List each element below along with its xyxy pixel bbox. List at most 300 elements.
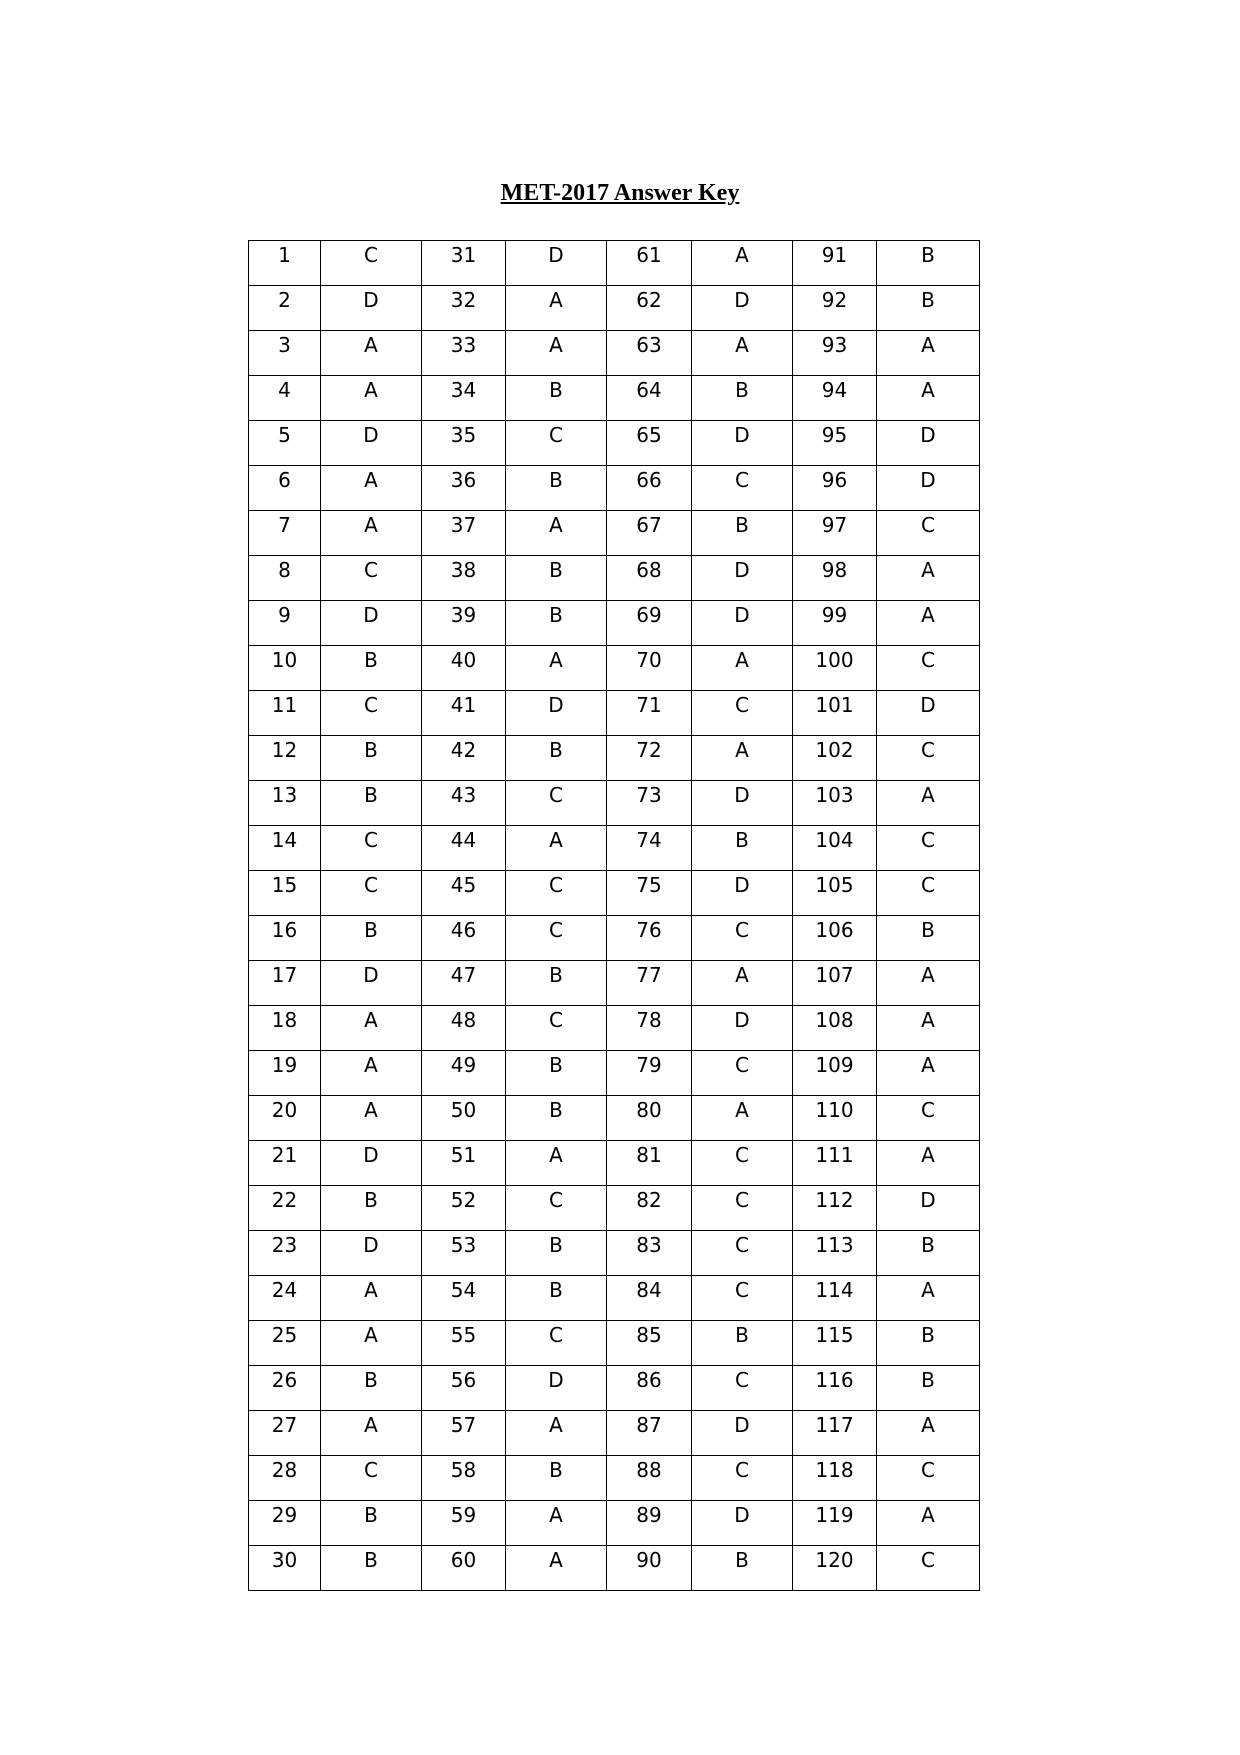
answer-letter: C	[549, 783, 563, 807]
question-number-cell	[607, 1321, 692, 1366]
table-row	[249, 286, 980, 331]
answer-cell	[506, 1141, 607, 1186]
question-number-cell	[422, 1456, 506, 1501]
question-number-cell	[607, 781, 692, 826]
question-number: 30	[271, 1548, 298, 1572]
answer-letter: A	[921, 1008, 935, 1032]
answer-letter: A	[549, 1548, 563, 1572]
answer-letter: B	[364, 918, 378, 942]
question-number-cell	[793, 1501, 877, 1546]
question-number: 58	[450, 1458, 477, 1482]
answer-letter: D	[363, 603, 379, 627]
answer-letter: B	[549, 468, 563, 492]
answer-letter: C	[921, 873, 935, 897]
answer-cell	[692, 781, 793, 826]
answer-letter: C	[549, 1188, 563, 1212]
answer-cell	[506, 1186, 607, 1231]
answer-cell	[321, 961, 422, 1006]
table-row	[249, 1141, 980, 1186]
answer-letter: B	[921, 1368, 935, 1392]
question-number: 77	[636, 963, 662, 987]
answer-letter: B	[364, 783, 378, 807]
question-number: 41	[450, 693, 477, 717]
question-number-cell	[607, 556, 692, 601]
question-number-cell	[422, 1321, 506, 1366]
question-number: 42	[450, 738, 477, 762]
question-number-cell	[422, 736, 506, 781]
question-number-cell	[422, 1546, 506, 1591]
answer-cell	[692, 241, 793, 286]
question-number: 60	[450, 1548, 477, 1572]
answer-letter: B	[735, 378, 749, 402]
answer-cell	[877, 1501, 980, 1546]
question-number-cell	[249, 556, 321, 601]
question-number: 94	[821, 378, 848, 402]
question-number-cell	[607, 961, 692, 1006]
question-number: 2	[278, 288, 291, 312]
question-number-cell	[249, 1186, 321, 1231]
question-number: 93	[821, 333, 848, 357]
answer-cell	[692, 1006, 793, 1051]
question-number: 39	[450, 603, 477, 627]
question-number: 63	[636, 333, 662, 357]
question-number: 108	[815, 1008, 854, 1032]
answer-cell	[877, 1006, 980, 1051]
question-number-cell	[249, 601, 321, 646]
question-number-cell	[422, 1501, 506, 1546]
question-number-cell	[793, 241, 877, 286]
question-number: 88	[636, 1458, 662, 1482]
answer-letter: A	[921, 963, 935, 987]
question-number-cell	[422, 781, 506, 826]
answer-cell	[321, 1186, 422, 1231]
answer-letter: D	[920, 1188, 936, 1212]
question-number-cell	[607, 1051, 692, 1096]
answer-letter: A	[364, 1098, 378, 1122]
answer-letter: D	[734, 423, 750, 447]
answer-cell	[877, 1186, 980, 1231]
answer-letter: B	[921, 1233, 935, 1257]
question-number: 53	[450, 1233, 477, 1257]
answer-cell	[321, 1411, 422, 1456]
question-number-cell	[607, 241, 692, 286]
question-number: 104	[815, 828, 854, 852]
question-number-cell	[793, 736, 877, 781]
question-number: 83	[636, 1233, 662, 1257]
answer-cell	[877, 1051, 980, 1096]
answer-cell	[877, 736, 980, 781]
answer-letter: D	[734, 288, 750, 312]
question-number-cell	[607, 1186, 692, 1231]
answer-letter: A	[549, 333, 563, 357]
table-row	[249, 466, 980, 511]
answer-letter: A	[921, 1143, 935, 1167]
question-number: 40	[450, 648, 477, 672]
table-row	[249, 1006, 980, 1051]
answer-key-table	[248, 240, 980, 1591]
question-number: 15	[271, 873, 298, 897]
question-number: 92	[821, 288, 848, 312]
question-number-cell	[607, 1141, 692, 1186]
answer-cell	[506, 781, 607, 826]
question-number-cell	[422, 1231, 506, 1276]
answer-cell	[506, 1276, 607, 1321]
question-number-cell	[793, 511, 877, 556]
question-number-cell	[422, 556, 506, 601]
question-number: 84	[636, 1278, 662, 1302]
question-number: 38	[450, 558, 477, 582]
question-number: 106	[815, 918, 854, 942]
answer-letter: D	[548, 1368, 564, 1392]
question-number: 112	[815, 1188, 854, 1212]
question-number: 57	[450, 1413, 477, 1437]
answer-cell	[877, 1276, 980, 1321]
answer-letter: D	[363, 963, 379, 987]
answer-cell	[321, 1546, 422, 1591]
answer-cell	[506, 421, 607, 466]
question-number: 101	[815, 693, 854, 717]
question-number-cell	[422, 331, 506, 376]
table-row	[249, 961, 980, 1006]
page-title: MET-2017 Answer Key	[500, 180, 740, 206]
answer-cell	[506, 286, 607, 331]
answer-letter: B	[735, 1548, 749, 1572]
answer-cell	[877, 961, 980, 1006]
question-number: 6	[278, 468, 291, 492]
answer-letter: A	[921, 1413, 935, 1437]
question-number-cell	[607, 286, 692, 331]
question-number-cell	[422, 1006, 506, 1051]
answer-letter: C	[364, 243, 378, 267]
answer-letter: B	[549, 1053, 563, 1077]
answer-cell	[877, 691, 980, 736]
question-number: 107	[815, 963, 854, 987]
answer-cell	[877, 1366, 980, 1411]
question-number: 37	[450, 513, 477, 537]
question-number-cell	[249, 1141, 321, 1186]
question-number-cell	[249, 511, 321, 556]
question-number: 89	[636, 1503, 662, 1527]
answer-cell	[506, 916, 607, 961]
question-number: 36	[450, 468, 477, 492]
answer-cell	[877, 421, 980, 466]
question-number-cell	[607, 916, 692, 961]
answer-cell	[506, 331, 607, 376]
question-number: 90	[636, 1548, 662, 1572]
question-number-cell	[249, 1096, 321, 1141]
answer-cell	[692, 421, 793, 466]
answer-cell	[506, 1366, 607, 1411]
question-number-cell	[249, 961, 321, 1006]
answer-cell	[506, 556, 607, 601]
answer-letter: B	[735, 1323, 749, 1347]
answer-letter: A	[549, 1143, 563, 1167]
question-number-cell	[607, 376, 692, 421]
answer-cell	[877, 1231, 980, 1276]
answer-letter: B	[549, 1233, 563, 1257]
answer-cell	[506, 646, 607, 691]
question-number-cell	[249, 1501, 321, 1546]
question-number: 102	[815, 738, 854, 762]
table-row	[249, 871, 980, 916]
question-number: 51	[450, 1143, 477, 1167]
answer-letter: D	[734, 603, 750, 627]
answer-letter: A	[921, 333, 935, 357]
answer-letter: D	[363, 1233, 379, 1257]
question-number: 91	[821, 243, 848, 267]
question-number-cell	[793, 376, 877, 421]
answer-cell	[321, 421, 422, 466]
answer-cell	[877, 286, 980, 331]
answer-letter: D	[734, 1413, 750, 1437]
question-number-cell	[793, 1006, 877, 1051]
answer-cell	[877, 646, 980, 691]
answer-cell	[506, 826, 607, 871]
answer-cell	[692, 331, 793, 376]
answer-cell	[506, 1501, 607, 1546]
table-row	[249, 1456, 980, 1501]
question-number: 105	[815, 873, 854, 897]
answer-letter: D	[734, 783, 750, 807]
answer-cell	[692, 871, 793, 916]
answer-cell	[692, 376, 793, 421]
answer-cell	[321, 376, 422, 421]
answer-letter: C	[735, 918, 749, 942]
question-number: 10	[271, 648, 298, 672]
question-number: 75	[636, 873, 662, 897]
question-number: 98	[821, 558, 848, 582]
answer-letter: A	[735, 738, 749, 762]
question-number-cell	[607, 1231, 692, 1276]
answer-cell	[506, 1546, 607, 1591]
answer-cell	[692, 1546, 793, 1591]
question-number-cell	[249, 1051, 321, 1096]
question-number-cell	[249, 421, 321, 466]
question-number-cell	[607, 1006, 692, 1051]
answer-letter: D	[920, 468, 936, 492]
answer-cell	[877, 556, 980, 601]
question-number-cell	[793, 1096, 877, 1141]
question-number-cell	[793, 286, 877, 331]
question-number-cell	[422, 1366, 506, 1411]
question-number: 44	[450, 828, 477, 852]
question-number-cell	[422, 1141, 506, 1186]
question-number: 47	[450, 963, 477, 987]
answer-letter: B	[364, 738, 378, 762]
question-number: 3	[278, 333, 291, 357]
answer-cell	[506, 736, 607, 781]
answer-cell	[877, 331, 980, 376]
question-number-cell	[249, 781, 321, 826]
question-number: 78	[636, 1008, 662, 1032]
question-number: 69	[636, 603, 662, 627]
question-number-cell	[422, 511, 506, 556]
question-number-cell	[607, 1501, 692, 1546]
answer-letter: D	[920, 423, 936, 447]
answer-key-body	[249, 241, 980, 1591]
question-number-cell	[793, 1546, 877, 1591]
answer-letter: C	[921, 1098, 935, 1122]
question-number-cell	[249, 916, 321, 961]
question-number-cell	[249, 331, 321, 376]
answer-cell	[321, 1321, 422, 1366]
question-number-cell	[249, 1456, 321, 1501]
table-row	[249, 691, 980, 736]
answer-letter: A	[364, 1008, 378, 1032]
answer-cell	[692, 1276, 793, 1321]
question-number: 1	[278, 243, 291, 267]
answer-letter: C	[549, 1008, 563, 1032]
question-number: 110	[815, 1098, 854, 1122]
question-number-cell	[793, 1141, 877, 1186]
answer-letter: B	[549, 963, 563, 987]
table-row	[249, 1546, 980, 1591]
question-number-cell	[249, 736, 321, 781]
answer-letter: B	[364, 1188, 378, 1212]
question-number-cell	[793, 1051, 877, 1096]
question-number-cell	[249, 466, 321, 511]
table-row	[249, 331, 980, 376]
question-number: 25	[271, 1323, 298, 1347]
answer-cell	[321, 1501, 422, 1546]
question-number: 28	[271, 1458, 298, 1482]
question-number: 26	[271, 1368, 298, 1392]
answer-letter: A	[921, 603, 935, 627]
question-number: 99	[821, 603, 848, 627]
question-number: 33	[450, 333, 477, 357]
question-number-cell	[793, 1231, 877, 1276]
question-number: 95	[821, 423, 848, 447]
answer-cell	[692, 1051, 793, 1096]
answer-letter: D	[363, 1143, 379, 1167]
answer-cell	[877, 1141, 980, 1186]
answer-letter: A	[921, 1053, 935, 1077]
answer-cell	[692, 511, 793, 556]
question-number-cell	[793, 466, 877, 511]
question-number: 85	[636, 1323, 662, 1347]
answer-cell	[692, 556, 793, 601]
question-number: 100	[815, 648, 854, 672]
question-number-cell	[607, 646, 692, 691]
answer-letter: B	[921, 918, 935, 942]
question-number: 4	[278, 378, 291, 402]
answer-cell	[506, 1321, 607, 1366]
answer-letter: A	[735, 1098, 749, 1122]
question-number-cell	[422, 421, 506, 466]
question-number-cell	[793, 1411, 877, 1456]
answer-cell	[877, 241, 980, 286]
answer-letter: A	[735, 963, 749, 987]
question-number-cell	[793, 1186, 877, 1231]
question-number: 97	[821, 513, 848, 537]
answer-cell	[321, 916, 422, 961]
question-number-cell	[249, 1006, 321, 1051]
answer-cell	[692, 646, 793, 691]
question-number-cell	[793, 1276, 877, 1321]
question-number-cell	[793, 646, 877, 691]
question-number-cell	[607, 331, 692, 376]
answer-cell	[692, 1366, 793, 1411]
question-number-cell	[422, 241, 506, 286]
question-number-cell	[422, 871, 506, 916]
answer-cell	[506, 1456, 607, 1501]
question-number: 48	[450, 1008, 477, 1032]
answer-letter: C	[549, 918, 563, 942]
question-number-cell	[793, 961, 877, 1006]
answer-cell	[692, 466, 793, 511]
answer-letter: A	[364, 468, 378, 492]
answer-cell	[321, 466, 422, 511]
answer-letter: B	[549, 1098, 563, 1122]
question-number-cell	[793, 1456, 877, 1501]
answer-cell	[321, 511, 422, 556]
question-number: 68	[636, 558, 662, 582]
answer-cell	[692, 1141, 793, 1186]
answer-cell	[877, 826, 980, 871]
answer-cell	[506, 961, 607, 1006]
question-number: 113	[815, 1233, 854, 1257]
answer-cell	[877, 1096, 980, 1141]
answer-cell	[877, 1546, 980, 1591]
question-number-cell	[607, 1366, 692, 1411]
table-row	[249, 736, 980, 781]
question-number-cell	[793, 1366, 877, 1411]
question-number: 111	[815, 1143, 854, 1167]
answer-letter: B	[364, 1368, 378, 1392]
answer-letter: A	[549, 1413, 563, 1437]
answer-letter: D	[548, 693, 564, 717]
answer-letter: A	[549, 288, 563, 312]
answer-letter: B	[735, 828, 749, 852]
question-number: 118	[815, 1458, 854, 1482]
answer-cell	[321, 1051, 422, 1096]
question-number: 62	[636, 288, 662, 312]
answer-cell	[877, 376, 980, 421]
answer-letter: A	[921, 558, 935, 582]
question-number-cell	[607, 1456, 692, 1501]
answer-letter: A	[921, 378, 935, 402]
question-number-cell	[607, 1411, 692, 1456]
answer-letter: D	[734, 873, 750, 897]
answer-cell	[692, 1186, 793, 1231]
question-number-cell	[607, 1546, 692, 1591]
answer-cell	[692, 1501, 793, 1546]
answer-letter: A	[364, 1323, 378, 1347]
answer-cell	[321, 1006, 422, 1051]
answer-letter: A	[364, 1053, 378, 1077]
answer-letter: C	[735, 1188, 749, 1212]
table-row	[249, 556, 980, 601]
answer-letter: C	[735, 693, 749, 717]
answer-cell	[877, 916, 980, 961]
answer-letter: D	[548, 243, 564, 267]
answer-letter: B	[549, 558, 563, 582]
answer-cell	[321, 1096, 422, 1141]
answer-letter: C	[921, 828, 935, 852]
answer-cell	[321, 736, 422, 781]
answer-cell	[692, 826, 793, 871]
answer-cell	[321, 1456, 422, 1501]
question-number: 21	[271, 1143, 298, 1167]
answer-letter: C	[735, 1368, 749, 1392]
question-number-cell	[249, 376, 321, 421]
question-number: 50	[450, 1098, 477, 1122]
question-number: 119	[815, 1503, 854, 1527]
answer-cell	[321, 1276, 422, 1321]
question-number-cell	[793, 331, 877, 376]
answer-letter: A	[364, 1278, 378, 1302]
answer-letter: B	[549, 603, 563, 627]
